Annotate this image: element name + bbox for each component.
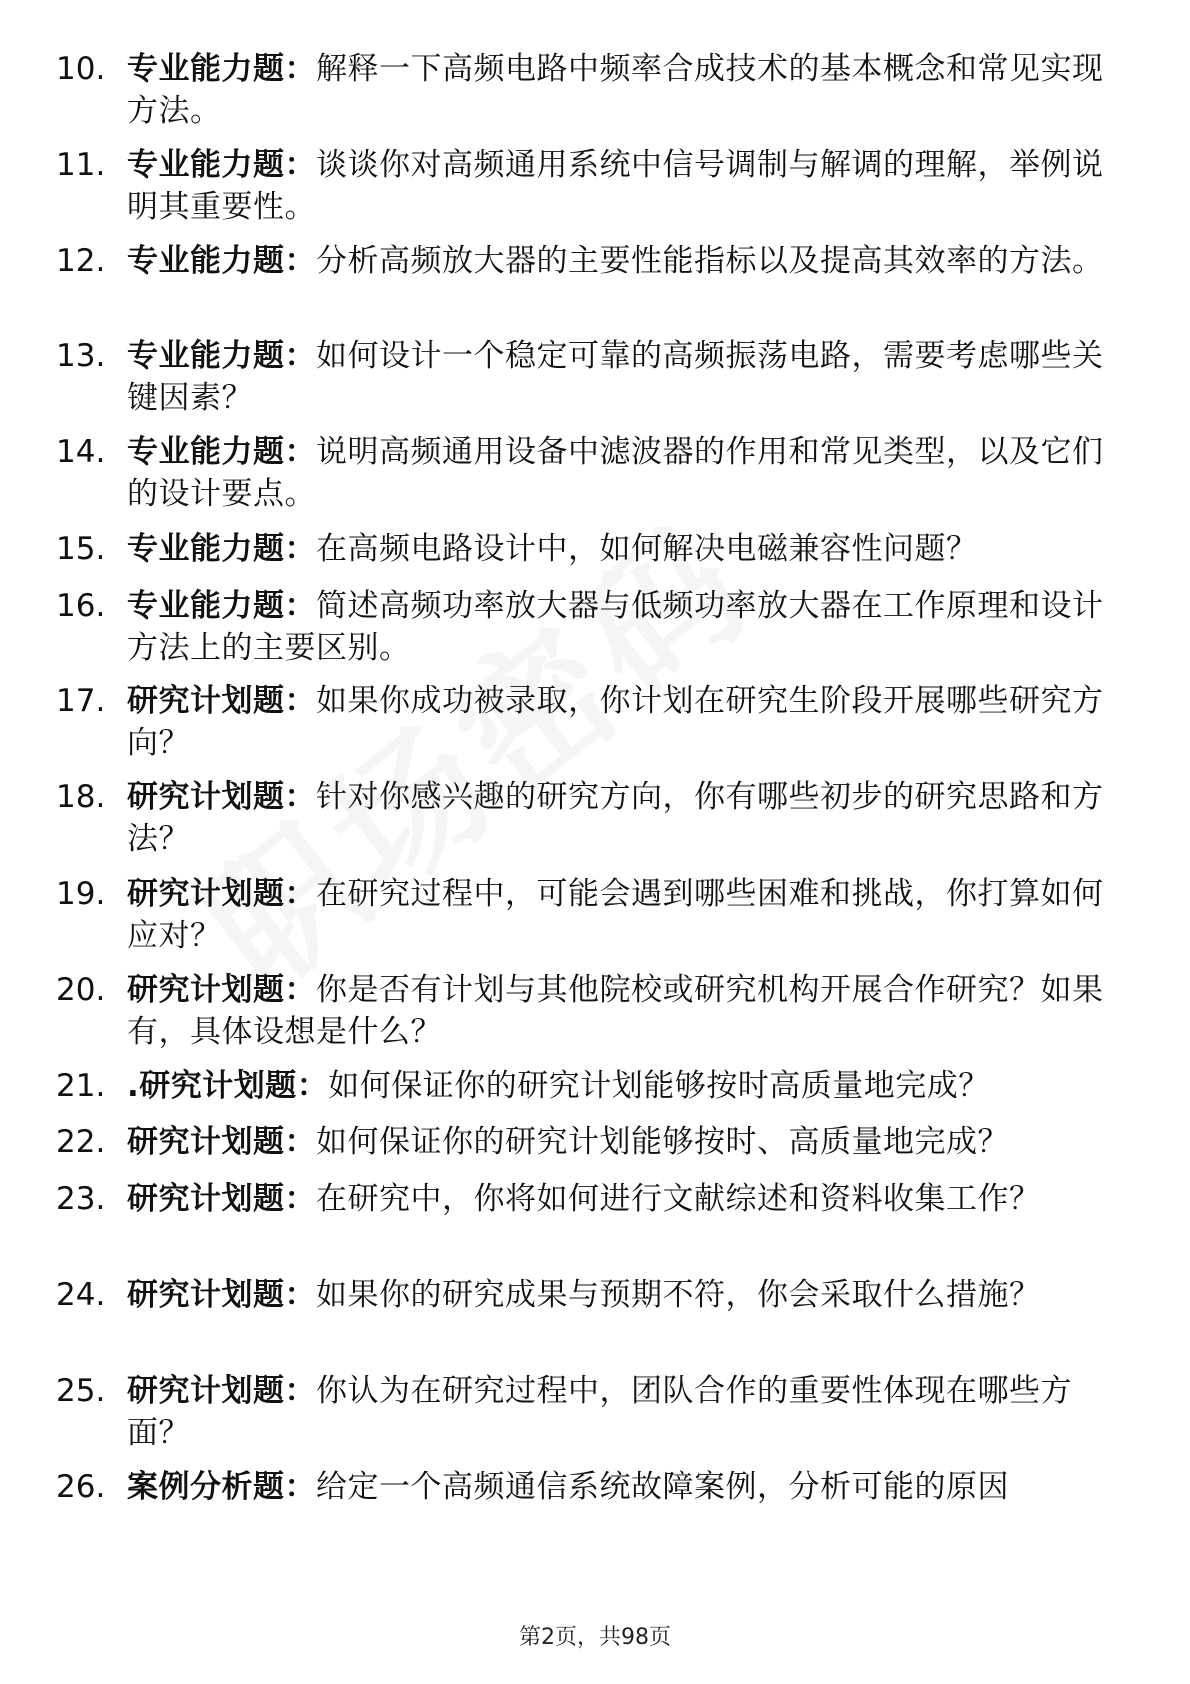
- question-category: 研究计划题：: [127, 1124, 316, 1160]
- question-number: 23.: [56, 1181, 106, 1217]
- page-footer: 第2页，共98页: [519, 1625, 671, 1650]
- question-number: 21.: [56, 1068, 106, 1104]
- question-category: 案例分析题：: [127, 1469, 316, 1505]
- question-number: 15.: [56, 531, 106, 567]
- question-number: 12.: [56, 243, 106, 279]
- question-text: 如何设计一个稳定可靠的高频振荡电路，需要考虑哪些关键因素？: [127, 338, 1104, 416]
- question-number: 18.: [56, 779, 106, 815]
- question-number: 10.: [56, 51, 106, 87]
- question-category: 研究计划题：: [127, 1373, 316, 1409]
- question-text: 谈谈你对高频通用系统中信号调制与解调的理解，举例说明其重要性。: [127, 147, 1104, 225]
- question-category: 研究计划题：: [127, 779, 316, 815]
- question-category: 专业能力题：: [127, 531, 316, 567]
- question-number: 11.: [56, 147, 106, 183]
- question-number: 14.: [56, 434, 106, 470]
- question-category: 专业能力题：: [127, 147, 316, 183]
- question-category: 研究计划题：: [127, 876, 316, 912]
- question-category: 专业能力题：: [127, 588, 316, 624]
- question-number: 20.: [56, 972, 106, 1008]
- question-text: 说明高频通用设备中滤波器的作用和常见类型，以及它们的设计要点。: [127, 434, 1104, 512]
- question-text: 分析高频放大器的主要性能指标以及提高其效率的方法。: [316, 243, 1104, 279]
- question-category: 专业能力题：: [127, 51, 316, 87]
- question-category: .研究计划题：: [127, 1068, 329, 1104]
- question-text: 在研究中，你将如何进行文献综述和资料收集工作？: [316, 1181, 1041, 1217]
- question-text: 你认为在研究过程中，团队合作的重要性体现在哪些方面？: [127, 1373, 1072, 1451]
- question-number: 26.: [56, 1469, 106, 1505]
- question-number: 17.: [56, 683, 106, 719]
- question-number: 25.: [56, 1373, 106, 1409]
- question-text: 针对你感兴趣的研究方向，你有哪些初步的研究思路和方法？: [127, 779, 1104, 857]
- question-number: 24.: [56, 1277, 106, 1313]
- question-number: 16.: [56, 588, 106, 624]
- question-text: 如何保证你的研究计划能够按时高质量地完成？: [328, 1068, 990, 1104]
- question-number: 19.: [56, 876, 106, 912]
- question-category: 专业能力题：: [127, 243, 316, 279]
- question-text: 给定一个高频通信系统故障案例，分析可能的原因: [316, 1469, 1009, 1505]
- question-number: 13.: [56, 338, 106, 374]
- question-category: 研究计划题：: [127, 1181, 316, 1217]
- question-category: 研究计划题：: [127, 1277, 316, 1313]
- question-text: 在研究过程中，可能会遇到哪些困难和挑战，你打算如何应对？: [127, 876, 1104, 954]
- question-text: 你是否有计划与其他院校或研究机构开展合作研究？如果有，具体设想是什么？: [127, 972, 1104, 1050]
- question-category: 研究计划题：: [127, 972, 316, 1008]
- question-text: 解释一下高频电路中频率合成技术的基本概念和常见实现方法。: [127, 51, 1104, 129]
- question-text: 如果你的研究成果与预期不符，你会采取什么措施？: [316, 1277, 1041, 1313]
- question-text: 简述高频功率放大器与低频功率放大器在工作原理和设计方法上的主要区别。: [127, 588, 1104, 666]
- question-text: 如何保证你的研究计划能够按时、高质量地完成？: [316, 1124, 1009, 1160]
- question-text: 如果你成功被录取，你计划在研究生阶段开展哪些研究方向？: [127, 683, 1104, 761]
- question-category: 研究计划题：: [127, 683, 316, 719]
- question-text: 在高频电路设计中，如何解决电磁兼容性问题？: [316, 531, 978, 567]
- question-category: 专业能力题：: [127, 338, 316, 374]
- question-number: 22.: [56, 1124, 106, 1160]
- question-category: 专业能力题：: [127, 434, 316, 470]
